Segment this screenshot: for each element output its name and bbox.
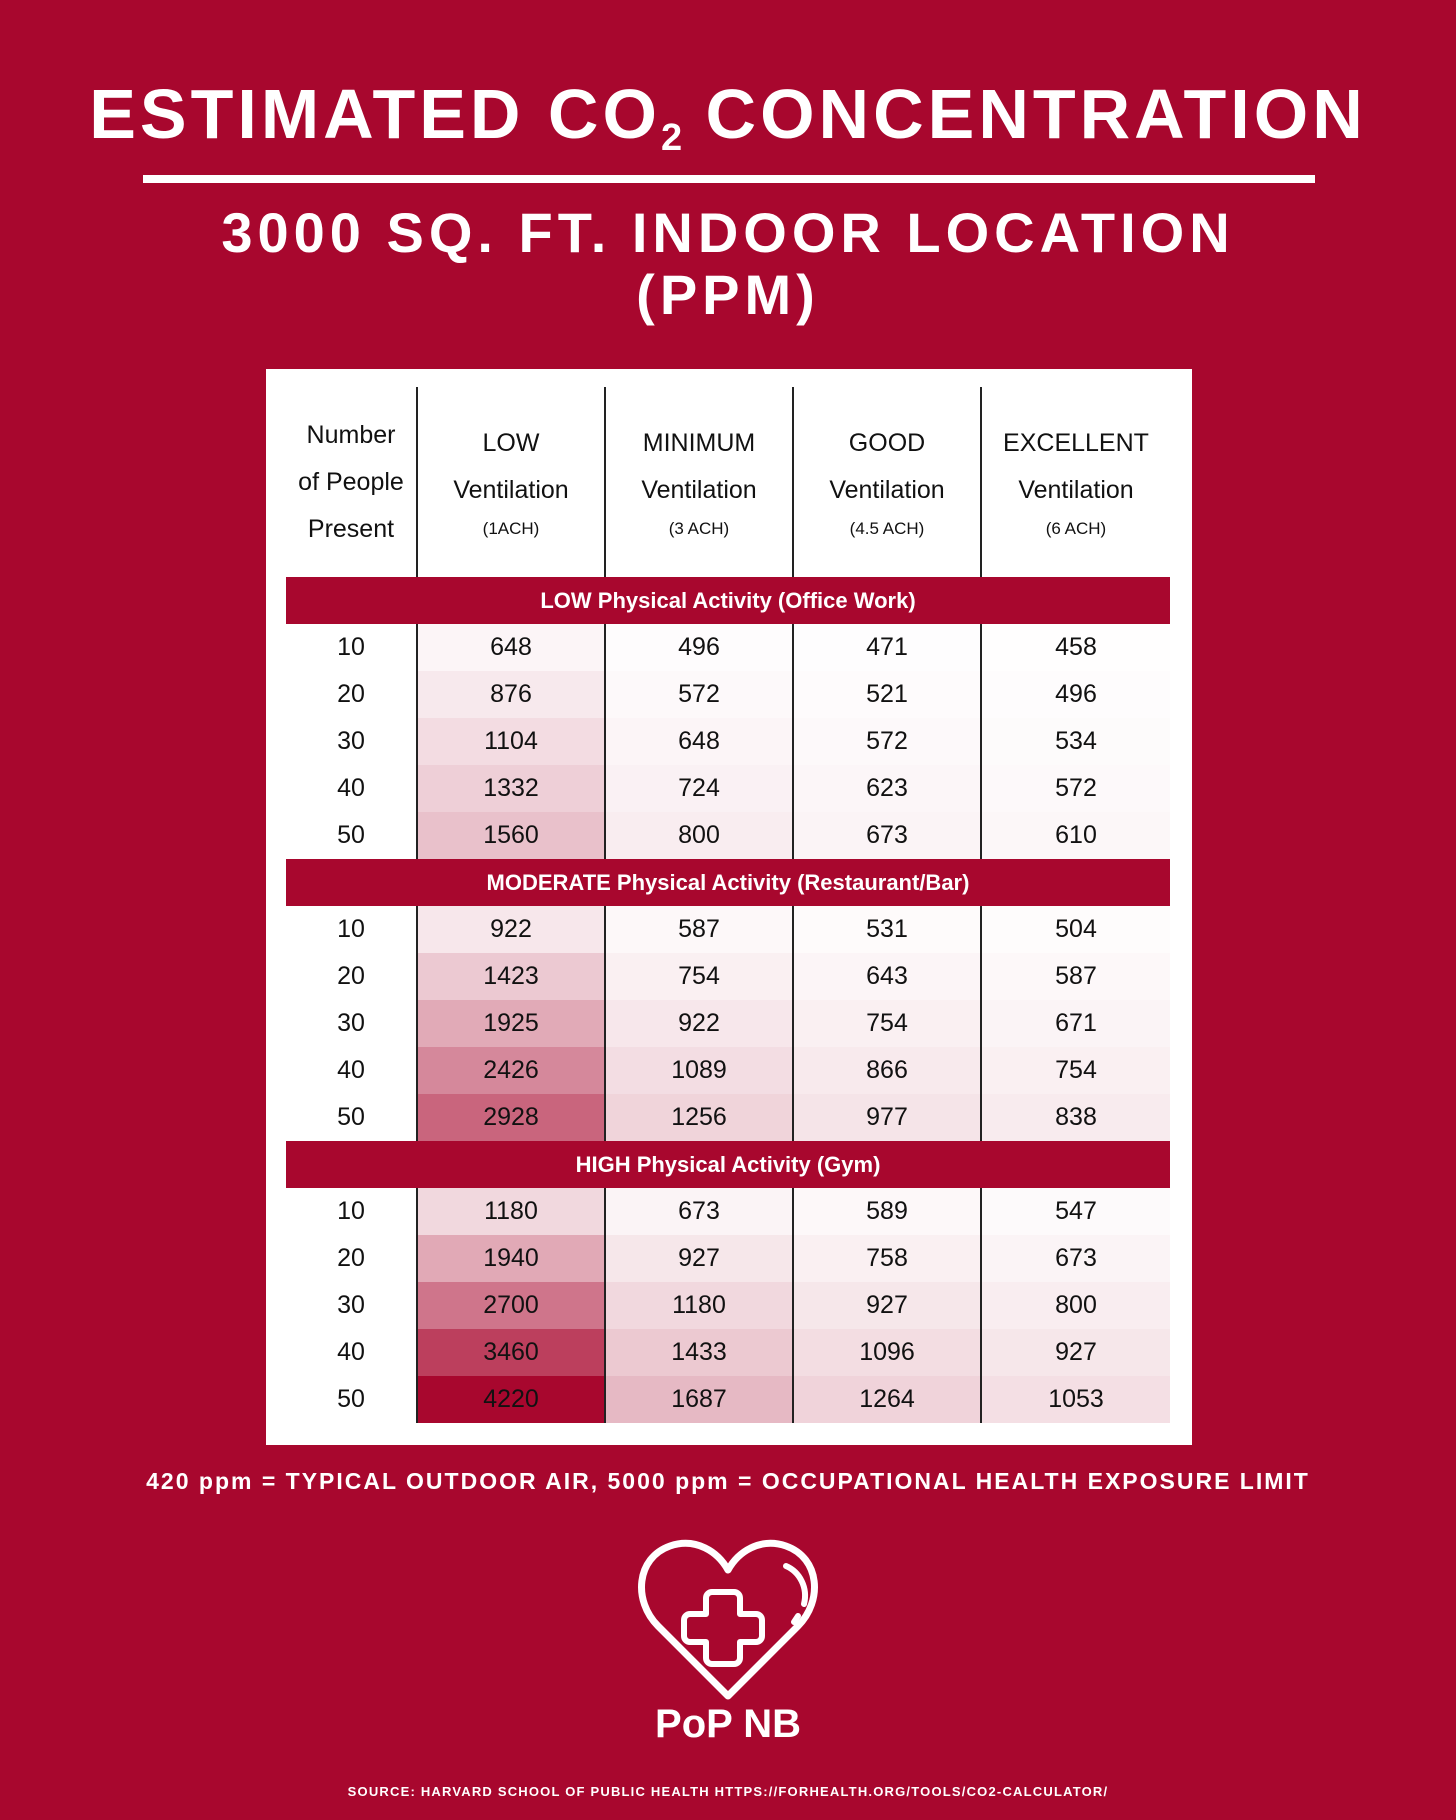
people-count: 10: [286, 1188, 416, 1235]
value-cell: 496: [604, 624, 792, 671]
value-cell: 2700: [416, 1282, 604, 1329]
column-header-word: Ventilation: [453, 476, 569, 504]
people-count: 50: [286, 1376, 416, 1423]
people-count: 40: [286, 1047, 416, 1094]
people-count: 20: [286, 671, 416, 718]
people-header: [286, 387, 416, 577]
value-cell: 572: [792, 718, 980, 765]
table-panel: [266, 369, 1192, 1445]
value-cell: 534: [980, 718, 1170, 765]
value-cell: 673: [604, 1188, 792, 1235]
people-count: 30: [286, 1282, 416, 1329]
source-credit: SOURCE: HARVARD SCHOOL OF PUBLIC HEALTH HTTPS://FORHEALTH.ORG/TOOLS/CO2-CALCULATOR/: [347, 1784, 1109, 1799]
subtitle-line-1: 3000 SQ. FT. INDOOR LOCATION: [221, 201, 1235, 264]
activity-band: HIGH Physical Activity (Gym): [286, 1141, 1170, 1188]
co2-table: [286, 387, 1170, 1423]
value-cell: 587: [604, 906, 792, 953]
value-cell: 1423: [416, 953, 604, 1000]
value-cell: 587: [980, 953, 1170, 1000]
value-cell: 927: [792, 1282, 980, 1329]
people-count: 40: [286, 765, 416, 812]
value-cell: 876: [416, 671, 604, 718]
brand-name: PoP NB: [655, 1702, 801, 1746]
value-cell: 724: [604, 765, 792, 812]
value-cell: 800: [604, 812, 792, 859]
column-header-ach: (6 ACH): [1045, 519, 1107, 538]
value-cell: 2426: [416, 1047, 604, 1094]
column-header-ach: (4.5 ACH): [849, 519, 925, 538]
value-cell: 1089: [604, 1047, 792, 1094]
value-cell: 977: [792, 1094, 980, 1141]
value-cell: 648: [416, 624, 604, 671]
people-count: 20: [286, 953, 416, 1000]
value-cell: 643: [792, 953, 980, 1000]
value-cell: 1332: [416, 765, 604, 812]
value-cell: 673: [980, 1235, 1170, 1282]
value-cell: 1433: [604, 1329, 792, 1376]
column-header-level: MINIMUM: [642, 429, 756, 457]
value-cell: 496: [980, 671, 1170, 718]
people-header-line: Present: [307, 514, 395, 543]
value-cell: 572: [604, 671, 792, 718]
column-header: [604, 387, 792, 577]
column-header-word: Ventilation: [641, 476, 757, 504]
value-cell: 1180: [604, 1282, 792, 1329]
column-header-level: GOOD: [848, 429, 926, 457]
title-text: ESTIMATED CO: [89, 75, 661, 153]
value-cell: 754: [792, 1000, 980, 1047]
page-subtitle: [0, 202, 1456, 326]
value-cell: 531: [792, 906, 980, 953]
value-cell: 623: [792, 765, 980, 812]
value-cell: 922: [604, 1000, 792, 1047]
value-cell: 671: [980, 1000, 1170, 1047]
value-cell: 927: [980, 1329, 1170, 1376]
people-header-line: Number: [306, 420, 396, 449]
value-cell: 648: [604, 718, 792, 765]
value-cell: 754: [604, 953, 792, 1000]
column-header-level: LOW: [482, 429, 540, 457]
people-count: 10: [286, 906, 416, 953]
title-text-end: CONCENTRATION: [682, 75, 1367, 153]
activity-band: LOW Physical Activity (Office Work): [286, 577, 1170, 624]
people-count: 50: [286, 812, 416, 859]
value-cell: 2928: [416, 1094, 604, 1141]
value-cell: 547: [980, 1188, 1170, 1235]
people-count: 20: [286, 1235, 416, 1282]
title-divider: [143, 175, 1315, 183]
column-header-word: Ventilation: [1018, 476, 1134, 504]
title-subscript: 2: [660, 117, 683, 159]
value-cell: 673: [792, 812, 980, 859]
value-cell: 838: [980, 1094, 1170, 1141]
people-header-line: of People: [298, 467, 404, 496]
value-cell: 1264: [792, 1376, 980, 1423]
people-count: 30: [286, 1000, 416, 1047]
subtitle-line-2: (PPM): [636, 263, 820, 326]
value-cell: 521: [792, 671, 980, 718]
people-count: 10: [286, 624, 416, 671]
value-cell: 1256: [604, 1094, 792, 1141]
value-cell: 1180: [416, 1188, 604, 1235]
column-header: [416, 387, 604, 577]
value-cell: 4220: [416, 1376, 604, 1423]
column-header-word: Ventilation: [829, 476, 945, 504]
value-cell: 1925: [416, 1000, 604, 1047]
activity-band: MODERATE Physical Activity (Restaurant/Bar): [286, 859, 1170, 906]
people-count: 40: [286, 1329, 416, 1376]
page-title: [0, 74, 1456, 178]
value-cell: 800: [980, 1282, 1170, 1329]
people-count: 30: [286, 718, 416, 765]
value-cell: 1687: [604, 1376, 792, 1423]
value-cell: 758: [792, 1235, 980, 1282]
column-header-ach: (1ACH): [482, 519, 540, 538]
value-cell: 922: [416, 906, 604, 953]
value-cell: 1053: [980, 1376, 1170, 1423]
value-cell: 589: [792, 1188, 980, 1235]
value-cell: 572: [980, 765, 1170, 812]
column-header: [792, 387, 980, 577]
value-cell: 1560: [416, 812, 604, 859]
value-cell: 1940: [416, 1235, 604, 1282]
value-cell: 754: [980, 1047, 1170, 1094]
value-cell: 471: [792, 624, 980, 671]
value-cell: 1104: [416, 718, 604, 765]
column-header-ach: (3 ACH): [668, 519, 730, 538]
value-cell: 1096: [792, 1329, 980, 1376]
column-header-level: EXCELLENT: [1003, 429, 1149, 457]
value-cell: 3460: [416, 1329, 604, 1376]
value-cell: 866: [792, 1047, 980, 1094]
value-cell: 927: [604, 1235, 792, 1282]
value-cell: 458: [980, 624, 1170, 671]
column-header: [980, 387, 1170, 577]
heart-plus-icon: [628, 1528, 828, 1708]
footnote: 420 ppm = TYPICAL OUTDOOR AIR, 5000 ppm = OCCUPATIONAL HEALTH EXPOSURE LIMIT: [146, 1468, 1310, 1494]
value-cell: 610: [980, 812, 1170, 859]
value-cell: 504: [980, 906, 1170, 953]
people-count: 50: [286, 1094, 416, 1141]
